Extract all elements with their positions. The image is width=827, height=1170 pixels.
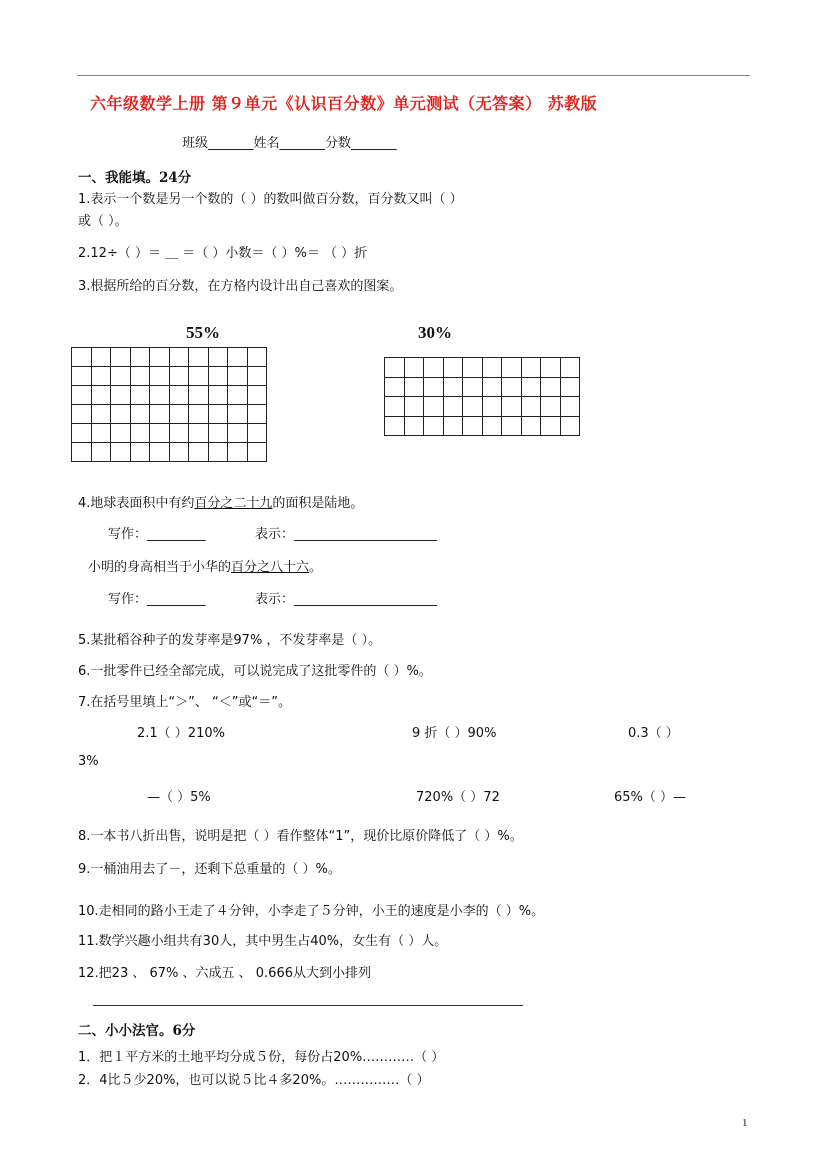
compare-5: 720%（ ）72 — [416, 790, 500, 805]
question-4a — [78, 492, 363, 511]
grid-cell[interactable] — [521, 377, 541, 397]
page-number: 1 — [742, 1117, 748, 1129]
student-info-line[interactable]: 班级_______姓名_______分数_______ — [182, 136, 397, 151]
grid-cell[interactable] — [189, 424, 209, 443]
question-9: 9.一桶油用去了－，还剩下总重量的（ ）%。 — [78, 862, 341, 877]
grid2-label: 30% — [418, 323, 452, 342]
grid-cell[interactable] — [91, 405, 111, 424]
grid-cell[interactable] — [521, 397, 541, 417]
grid-cell[interactable] — [189, 348, 209, 367]
question-3: 3.根据所给的百分数，在方格内设计出自己喜欢的图案。 — [78, 279, 403, 294]
grid-cell[interactable] — [541, 358, 561, 378]
grid-cell[interactable] — [443, 397, 463, 417]
grid-cell[interactable] — [208, 367, 228, 386]
grid-cell[interactable] — [482, 416, 502, 436]
grid-cell[interactable] — [228, 424, 248, 443]
grid-cell[interactable] — [111, 386, 131, 405]
grid-cell[interactable] — [541, 377, 561, 397]
grid-cell[interactable] — [189, 386, 209, 405]
compare-3: 0.3（ ） — [628, 726, 679, 741]
grid-cell[interactable] — [72, 405, 92, 424]
grid-cell[interactable] — [228, 386, 248, 405]
grid-cell[interactable] — [424, 358, 444, 378]
question-4a-underlined: 百分之二十九 — [194, 496, 273, 511]
grid-cell[interactable] — [385, 358, 405, 378]
show-blank-1[interactable]: 表示：______________________ — [255, 527, 438, 542]
question-4b-start: 小明的身高相当于小华的 — [88, 560, 232, 575]
grid-cell[interactable] — [404, 397, 424, 417]
grid-cell[interactable] — [91, 348, 111, 367]
compare-1: 2.1（ ）210% — [137, 726, 225, 741]
grid-55-percent[interactable] — [71, 347, 267, 462]
grid-cell[interactable] — [463, 358, 483, 378]
compare-3-tail: 3% — [78, 754, 99, 769]
grid-cell[interactable] — [150, 367, 170, 386]
grid-cell[interactable] — [150, 405, 170, 424]
grid-cell[interactable] — [169, 348, 189, 367]
grid-cell[interactable] — [247, 405, 267, 424]
grid-cell[interactable] — [91, 443, 111, 462]
grid-cell[interactable] — [169, 443, 189, 462]
grid-cell[interactable] — [130, 367, 150, 386]
grid-cell[interactable] — [443, 416, 463, 436]
question-2: 2.12÷（ ）＝ ＿ ＝（ ）小数＝（ ）%＝ （ ）折 — [78, 246, 368, 261]
grid-cell[interactable] — [169, 367, 189, 386]
grid-cell[interactable] — [404, 358, 424, 378]
grid-cell[interactable] — [130, 405, 150, 424]
grid-cell[interactable] — [424, 397, 444, 417]
grid-cell[interactable] — [502, 397, 522, 417]
grid-30-percent[interactable] — [384, 357, 580, 436]
grid-cell[interactable] — [385, 416, 405, 436]
question-1-line2: 或（ ）。 — [78, 214, 128, 229]
grid-cell[interactable] — [189, 405, 209, 424]
question-4b-end: 。 — [309, 560, 323, 575]
header-rule — [77, 75, 750, 76]
question-7: 7.在括号里填上“＞”、 “＜”或“＝”。 — [78, 695, 291, 710]
grid-cell[interactable] — [560, 416, 580, 436]
grid-cell[interactable] — [228, 348, 248, 367]
grid-cell[interactable] — [404, 377, 424, 397]
grid-cell[interactable] — [247, 386, 267, 405]
grid-cell[interactable] — [404, 416, 424, 436]
question-4b-underlined: 百分之八十六 — [231, 560, 310, 575]
question-10: 10.走相同的路小王走了４分钟，小李走了５分钟，小王的速度是小李的（ ）%。 — [78, 904, 545, 919]
grid-cell[interactable] — [502, 377, 522, 397]
question-8: 8.一本书八折出售，说明是把（ ）看作整体“1”，现价比原价降低了（ ）%。 — [78, 829, 523, 844]
grid-cell[interactable] — [247, 443, 267, 462]
grid-cell[interactable] — [247, 424, 267, 443]
grid-cell[interactable] — [150, 443, 170, 462]
question-5: 5.某批稻谷种子的发芽率是97% ，不发芽率是（ ）。 — [78, 633, 382, 648]
grid-cell[interactable] — [521, 358, 541, 378]
section1-heading: 一、我能填。24分 — [78, 170, 192, 186]
compare-2: 9 折（ ）90% — [412, 726, 497, 741]
grid-cell[interactable] — [72, 367, 92, 386]
grid-cell[interactable] — [189, 443, 209, 462]
write-blank-1[interactable]: 写作：_________ — [108, 527, 206, 542]
grid-cell[interactable] — [463, 377, 483, 397]
grid1-label: 55% — [186, 323, 220, 342]
grid-cell[interactable] — [169, 424, 189, 443]
grid-cell[interactable] — [560, 377, 580, 397]
grid-cell[interactable] — [482, 358, 502, 378]
answer-line[interactable] — [93, 1005, 523, 1006]
grid-cell[interactable] — [247, 367, 267, 386]
grid-cell[interactable] — [150, 386, 170, 405]
compare-4: —（ ）5% — [147, 790, 211, 805]
grid-cell[interactable] — [130, 348, 150, 367]
grid-cell[interactable] — [560, 397, 580, 417]
show-blank-2[interactable]: 表示：______________________ — [255, 592, 438, 607]
grid-cell[interactable] — [208, 405, 228, 424]
grid-cell[interactable] — [169, 386, 189, 405]
grid-cell[interactable] — [463, 397, 483, 417]
question-4b — [88, 556, 322, 575]
grid-cell[interactable] — [208, 386, 228, 405]
grid-cell[interactable] — [111, 348, 131, 367]
question-1-line1: 1.表示一个数是另一个数的（ ）的数叫做百分数，百分数又叫（ ） — [78, 192, 463, 207]
grid-cell[interactable] — [111, 405, 131, 424]
grid-cell[interactable] — [228, 405, 248, 424]
grid-cell[interactable] — [150, 424, 170, 443]
grid-cell[interactable] — [130, 443, 150, 462]
grid-cell[interactable] — [189, 367, 209, 386]
grid-cell[interactable] — [385, 397, 405, 417]
grid-cell[interactable] — [502, 358, 522, 378]
judge-question-1: 1．把１平方米的土地平均分成５份，每份占20%…………（ ） — [78, 1050, 445, 1065]
compare-6: 65%（ ）— — [614, 790, 687, 805]
grid-cell[interactable] — [91, 424, 111, 443]
grid-cell[interactable] — [482, 377, 502, 397]
grid-cell[interactable] — [130, 424, 150, 443]
question-4a-start: 4.地球表面积中有约 — [78, 496, 195, 511]
grid-cell[interactable] — [443, 358, 463, 378]
grid-cell[interactable] — [130, 386, 150, 405]
grid-cell[interactable] — [424, 377, 444, 397]
grid-cell[interactable] — [111, 367, 131, 386]
grid-cell[interactable] — [169, 405, 189, 424]
grid-cell[interactable] — [247, 348, 267, 367]
grid-cell[interactable] — [541, 416, 561, 436]
grid-cell[interactable] — [385, 377, 405, 397]
write-blank-2[interactable]: 写作：_________ — [108, 592, 206, 607]
grid-cell[interactable] — [91, 367, 111, 386]
grid-cell[interactable] — [111, 424, 131, 443]
grid-cell[interactable] — [111, 443, 131, 462]
grid-cell[interactable] — [228, 367, 248, 386]
question-12: 12.把23 、 67% 、六成五 、 0.666从大到小排列 — [78, 966, 371, 981]
judge-question-2: 2．4比５少20%，也可以说５比４多20%。……………（ ） — [78, 1073, 430, 1088]
grid-cell[interactable] — [424, 416, 444, 436]
grid-cell[interactable] — [72, 386, 92, 405]
grid-cell[interactable] — [208, 443, 228, 462]
grid-cell[interactable] — [208, 348, 228, 367]
grid-cell[interactable] — [521, 416, 541, 436]
grid-cell[interactable] — [482, 397, 502, 417]
section2-heading: 二、小小法官。6分 — [78, 1023, 196, 1039]
grid-cell[interactable] — [463, 416, 483, 436]
grid-cell[interactable] — [502, 416, 522, 436]
grid-cell[interactable] — [72, 348, 92, 367]
question-4a-end: 的面积是陆地。 — [272, 496, 364, 511]
grid-cell[interactable] — [91, 386, 111, 405]
grid-cell[interactable] — [208, 424, 228, 443]
grid-cell[interactable] — [228, 443, 248, 462]
grid-cell[interactable] — [560, 358, 580, 378]
grid-cell[interactable] — [72, 443, 92, 462]
grid-cell[interactable] — [72, 424, 92, 443]
page-title: 六年级数学上册 第９单元《认识百分数》单元测试（无答案） 苏教版 — [90, 94, 598, 113]
question-11: 11.数学兴趣小组共有30人，其中男生占40%，女生有（ ）人。 — [78, 934, 448, 949]
grid-cell[interactable] — [443, 377, 463, 397]
grid-cell[interactable] — [150, 348, 170, 367]
question-6: 6.一批零件已经全部完成，可以说完成了这批零件的（ ）%。 — [78, 664, 432, 679]
grid-cell[interactable] — [541, 397, 561, 417]
